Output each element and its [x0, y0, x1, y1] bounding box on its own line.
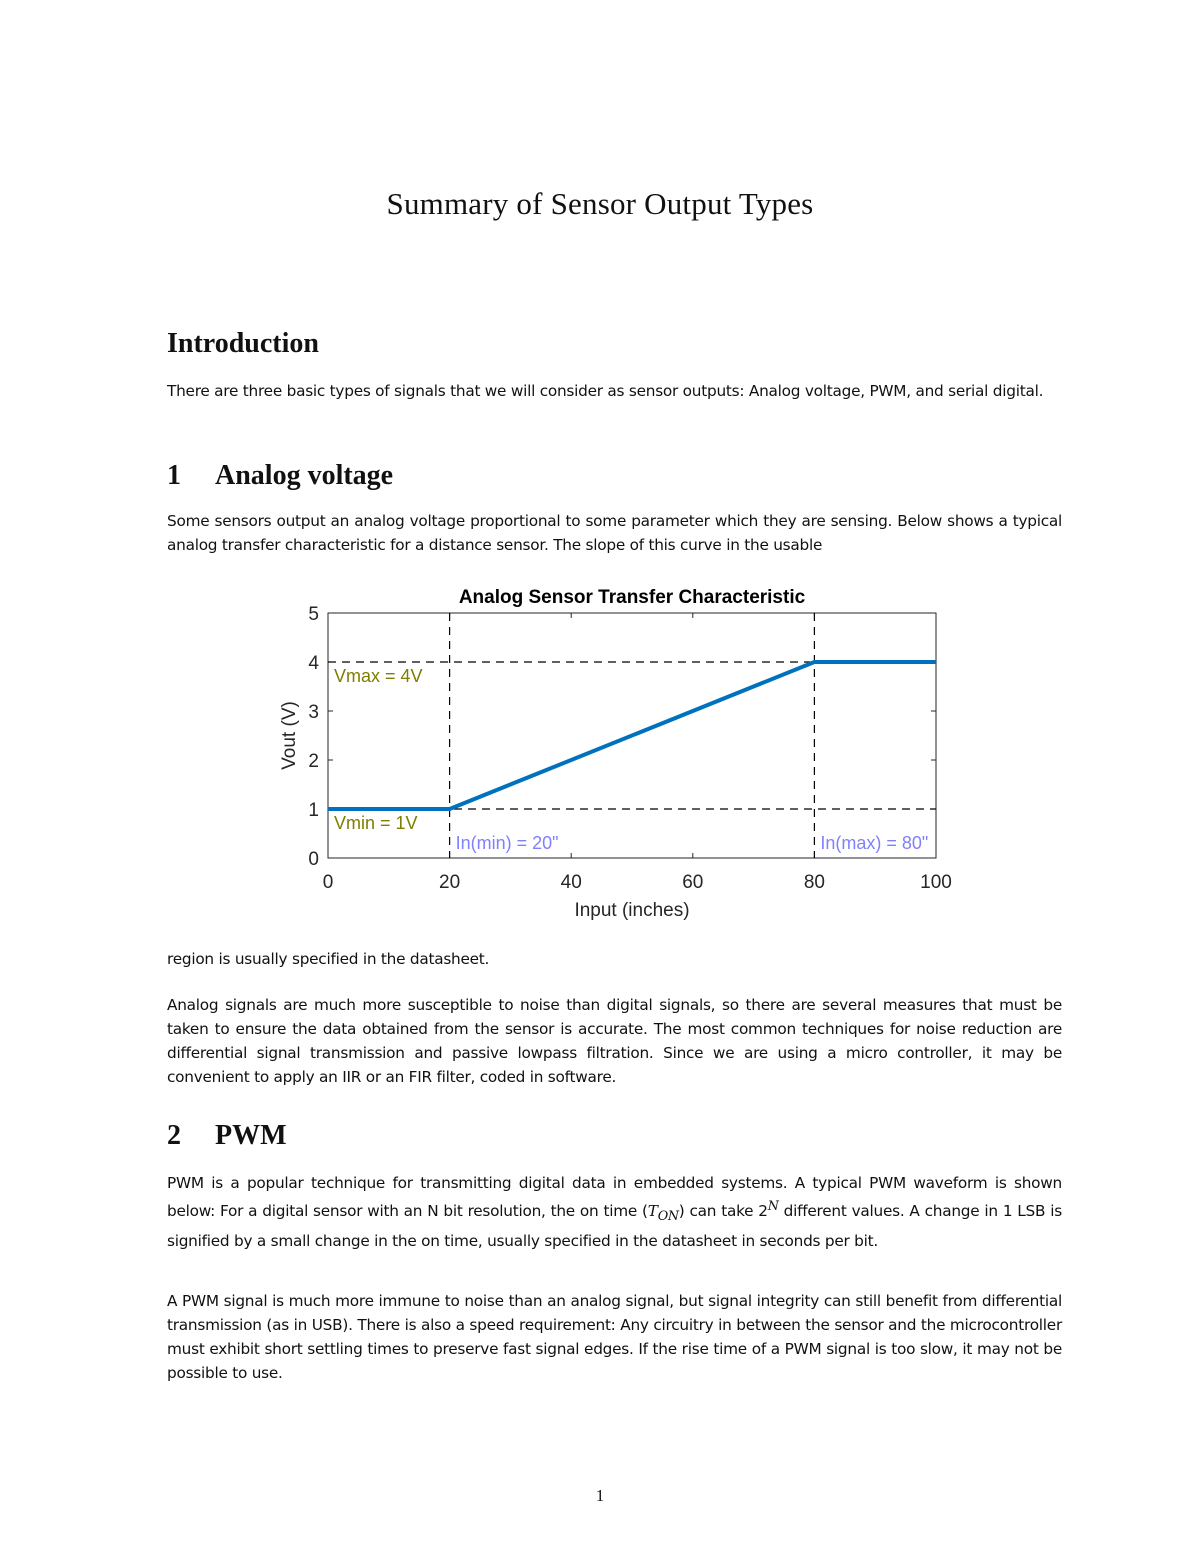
y-tick-label: 0: [308, 849, 319, 870]
section-1-number: 1: [167, 460, 181, 491]
y-tick-label: 2: [308, 751, 319, 772]
document-title: Summary of Sensor Output Types: [386, 186, 814, 221]
section-2-paragraph-2: A PWM signal is much more immune to noise than an analog signal, but signal integrity can still benefit from differential transmission (as in USB). There is also a speed requirement: Any circuitry in between the sensor and the microcontroller must exhibit short settling times to preserve fast signal edges. If the rise time of a PWM signal is too slow, it may not be possible to use.: [167, 1292, 1062, 1382]
pwm-text-part-a: PWM is a popular technique for transmitting digital data in embedded systems. A typical PWM waveform is shown below: For a digital sensor with an N bit resolution, the on time (: [167, 1174, 1062, 1221]
t-on-subscript: ON: [657, 1209, 679, 1225]
section-1-title: Analog voltage: [215, 460, 394, 491]
x-tick-label: 0: [322, 872, 334, 893]
y-tick-label: 1: [308, 800, 319, 821]
chart-title: Analog Sensor Transfer Characteristic: [458, 587, 806, 608]
t-on-base: T: [647, 1202, 658, 1221]
y-tick-label: 5: [308, 604, 319, 625]
page-number: 1: [595, 1486, 605, 1505]
n-superscript: N: [767, 1199, 779, 1214]
t-on-symbol: [647, 1202, 679, 1225]
section-1-heading: [167, 460, 393, 492]
section-1-paragraph-intro: Some sensors output an analog voltage proportional to some parameter which they are sensing. Below shows a typical analog transfer characteristic for a distance sensor. The slope of this curve in the usable: [167, 512, 1062, 554]
analog-transfer-chart: [260, 578, 980, 928]
section-2-number: 2: [167, 1120, 181, 1151]
section-1-paragraph-continued: region is usually specified in the datasheet.: [167, 950, 490, 968]
section-2-title: PWM: [215, 1120, 287, 1151]
pwm-text-part-b: ) can take 2: [678, 1202, 768, 1221]
x-tick-label: 80: [803, 872, 825, 893]
intro-heading: Introduction: [167, 328, 319, 359]
chart-x-label: Input (inches): [574, 900, 690, 921]
section-1-paragraph-noise: Analog signals are much more susceptible to noise than digital signals, so there are several measures that must be taken to ensure the data obtained from the sensor is accurate. The most common techniques for noise reduction are differential signal transmission and passive lowpass filtration. Since we are using a micro controller, it may be convenient to apply an IIR or an FIR filter, coded in software.: [167, 996, 1062, 1086]
x-tick-label: 100: [920, 872, 952, 893]
y-tick-label: 4: [308, 653, 319, 674]
annotation-label: In(min) = 20": [455, 833, 559, 853]
chart-y-label: Vout (V): [279, 701, 300, 770]
annotation-label: In(max) = 80": [820, 833, 929, 853]
pwm-text-part-c: different values. A change in 1 LSB is signified by a small change in the on time, usually specified in the datasheet in seconds per bit.: [167, 1202, 1062, 1251]
y-tick-label: 3: [308, 702, 319, 723]
x-tick-label: 40: [560, 872, 582, 893]
section-2-paragraph-1: [167, 1171, 1062, 1253]
x-tick-label: 20: [439, 872, 461, 893]
annotation-label: Vmin = 1V: [334, 813, 418, 833]
x-tick-label: 60: [682, 872, 704, 893]
intro-paragraph: There are three basic types of signals that we will consider as sensor outputs: Analog voltage, PWM, and serial digital.: [167, 382, 1044, 400]
section-2-heading: [167, 1120, 287, 1152]
annotation-label: Vmax = 4V: [334, 666, 423, 686]
